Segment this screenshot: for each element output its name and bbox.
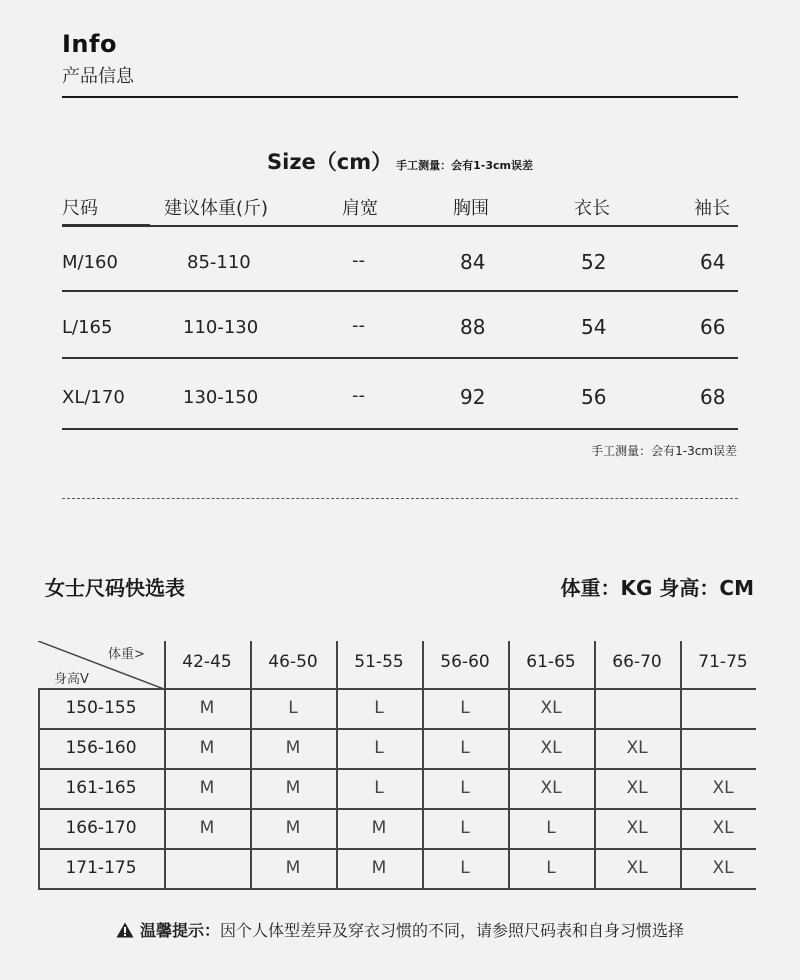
size-cell: XL xyxy=(540,738,562,758)
size-cell: L xyxy=(460,698,470,718)
size-cell: M xyxy=(285,858,301,878)
size-cell: M xyxy=(199,778,215,798)
size-cell: L xyxy=(546,858,556,878)
size-cell: M xyxy=(199,698,215,718)
weight-header-3: 51-55 xyxy=(354,652,404,672)
size-cell: XL xyxy=(540,698,562,718)
height-label-2: 156-160 xyxy=(65,738,137,758)
grid-vline xyxy=(250,641,252,888)
size-cell: L xyxy=(546,818,556,838)
size-row-2-length: 54 xyxy=(581,315,607,339)
size-row-2-chest: 88 xyxy=(460,315,486,339)
header-divider xyxy=(62,96,738,98)
col-header-shoulder: 肩宽 xyxy=(342,198,378,219)
size-cell: L xyxy=(288,698,298,718)
size-row-3-length: 56 xyxy=(581,385,607,409)
grid-hline xyxy=(38,768,756,770)
height-label-5: 171-175 xyxy=(65,858,137,878)
size-cell: M xyxy=(199,738,215,758)
weight-header-2: 46-50 xyxy=(268,652,318,672)
size-cell: L xyxy=(460,778,470,798)
size-cell: XL xyxy=(540,778,562,798)
tip-label: 温馨提示： xyxy=(139,921,220,940)
warning-triangle-icon xyxy=(116,922,134,938)
size-row-1-length: 52 xyxy=(581,250,607,274)
grid-hline xyxy=(38,688,756,690)
weight-header-1: 42-45 xyxy=(182,652,232,672)
weight-header-6: 66-70 xyxy=(612,652,662,672)
col-header-chest: 胸围 xyxy=(453,198,489,219)
size-cell: XL xyxy=(626,778,648,798)
size-title-note: 手工测量：会有1-3cm误差 xyxy=(396,159,533,172)
weight-header-4: 56-60 xyxy=(440,652,490,672)
size-row-1-weight: 85-110 xyxy=(187,252,251,273)
col-header-sleeve: 袖长 xyxy=(694,198,730,219)
grid-vline xyxy=(508,641,510,888)
grid-hline xyxy=(38,728,756,730)
size-row-1-size: M/160 xyxy=(62,252,118,273)
size-cell: M xyxy=(199,818,215,838)
tip xyxy=(0,918,800,941)
header-underline xyxy=(150,225,738,227)
grid-vline xyxy=(336,641,338,888)
size-row-3-size: XL/170 xyxy=(62,387,125,408)
height-label-1: 150-155 xyxy=(65,698,137,718)
size-cell: L xyxy=(374,738,384,758)
grid-vline xyxy=(422,641,424,888)
size-cell: L xyxy=(460,858,470,878)
corner-height-label: 身高V xyxy=(54,672,89,687)
row-divider xyxy=(62,357,738,359)
grid-hline xyxy=(38,848,756,850)
size-row-1-sleeve: 64 xyxy=(700,250,726,274)
size-cell: M xyxy=(285,778,301,798)
dashed-divider xyxy=(62,498,738,499)
size-row-3-weight: 130-150 xyxy=(183,387,259,408)
size-row-1-chest: 84 xyxy=(460,250,486,274)
measurement-note: 手工测量：会有1-3cm误差 xyxy=(591,444,737,458)
row-divider xyxy=(62,428,738,430)
size-cell: M xyxy=(371,818,387,838)
weight-header-7: 71-75 xyxy=(698,652,748,672)
size-title-text: Size（cm） xyxy=(267,150,393,174)
size-cell: XL xyxy=(626,858,648,878)
size-cell: L xyxy=(374,698,384,718)
corner-weight-label: 体重> xyxy=(108,647,145,662)
grid-hline xyxy=(38,888,756,890)
size-row-3-shoulder: -- xyxy=(352,385,365,406)
selector-units: 体重：KG 身高：CM xyxy=(560,576,754,600)
size-cell: XL xyxy=(712,778,734,798)
height-label-3: 161-165 xyxy=(65,778,137,798)
grid-vline xyxy=(594,641,596,888)
size-row-3-sleeve: 68 xyxy=(700,385,726,409)
size-row-2-shoulder: -- xyxy=(352,315,365,336)
info-subtitle: 产品信息 xyxy=(62,66,134,87)
size-cell: XL xyxy=(626,818,648,838)
tip-text: 因个人体型差异及穿衣习惯的不同，请参照尺码表和自身习惯选择 xyxy=(220,921,685,940)
size-cell: L xyxy=(460,818,470,838)
info-title: Info xyxy=(62,30,117,58)
grid-vline xyxy=(680,641,682,888)
size-row-2-sleeve: 66 xyxy=(700,315,726,339)
size-cell: M xyxy=(285,738,301,758)
size-cell: M xyxy=(285,818,301,838)
size-row-3-chest: 92 xyxy=(460,385,486,409)
size-table-title xyxy=(0,146,800,176)
col-header-size: 尺码 xyxy=(62,198,98,219)
size-row-2-weight: 110-130 xyxy=(183,317,259,338)
size-cell: XL xyxy=(712,818,734,838)
row-divider xyxy=(62,290,738,292)
size-row-1-shoulder: -- xyxy=(352,250,365,271)
size-cell: XL xyxy=(626,738,648,758)
col-header-weight: 建议体重(斤) xyxy=(164,198,269,219)
size-row-2-size: L/165 xyxy=(62,317,113,338)
col-header-length: 衣长 xyxy=(574,198,610,219)
size-cell: XL xyxy=(712,858,734,878)
selector-title: 女士尺码快选表 xyxy=(45,576,185,600)
size-cell: M xyxy=(371,858,387,878)
size-cell: L xyxy=(374,778,384,798)
weight-header-5: 61-65 xyxy=(526,652,576,672)
header-underline-accent xyxy=(62,224,150,227)
grid-vline xyxy=(164,641,166,888)
size-cell: L xyxy=(460,738,470,758)
grid-hline xyxy=(38,808,756,810)
height-label-4: 166-170 xyxy=(65,818,137,838)
